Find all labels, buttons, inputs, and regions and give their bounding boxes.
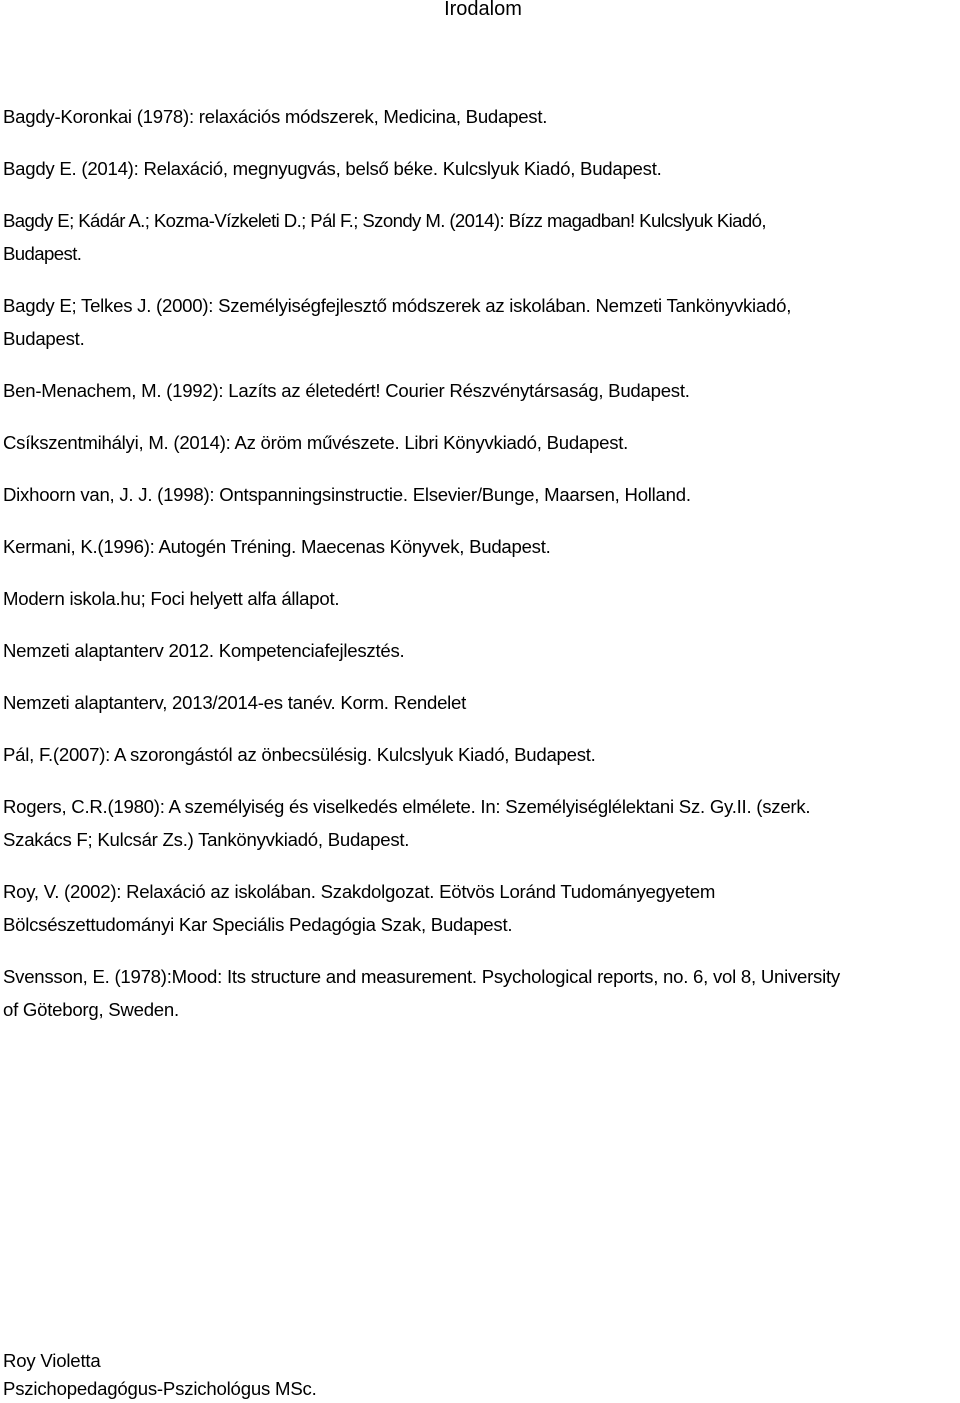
page-title: Irodalom [444,0,522,20]
reference-item [3,875,958,941]
reference-line: Budapest. [3,328,85,349]
reference-item [3,790,958,856]
reference-line: Modern iskola.hu; Foci helyett alfa állapot. [3,588,340,609]
author-name: Roy Violetta [3,1350,101,1371]
reference-line: Svensson, E. (1978):Mood: Its structure and measurement. Psychological reports, no. 6, vol 8, University [3,966,840,987]
reference-line: Nemzeti alaptanterv 2012. Kompetenciafejlesztés. [3,640,405,661]
reference-line: Ben-Menachem, M. (1992): Lazíts az életedért! Courier Részvénytársaság, Budapest. [3,380,690,401]
reference-item [3,100,958,133]
reference-item [3,204,958,270]
reference-line: Bagdy E; Telkes J. (2000): Személyiségfejlesztő módszerek az iskolában. Nemzeti Tankönyvkiadó, [3,295,792,316]
reference-item [3,686,958,719]
reference-line: Bölcsészettudományi Kar Speciális Pedagógia Szak, Budapest. [3,914,513,935]
reference-line: of Göteborg, Sweden. [3,999,179,1020]
reference-item [3,960,958,1026]
reference-item [3,426,958,459]
reference-line: Budapest. [3,243,82,264]
reference-line: Pál, F.(2007): A szorongástól az önbecsülésig. Kulcslyuk Kiadó, Budapest. [3,744,596,765]
reference-item [3,738,958,771]
reference-line: Nemzeti alaptanterv, 2013/2014-es tanév. Korm. Rendelet [3,692,467,713]
reference-line: Szakács F; Kulcsár Zs.) Tankönyvkiadó, Budapest. [3,829,410,850]
reference-item [3,289,958,355]
reference-line: Rogers, C.R.(1980): A személyiség és viselkedés elmélete. In: Személyiséglélektani Sz. Gy.II. (szerk. [3,796,811,817]
reference-line: Bagdy-Koronkai (1978): relaxációs módszerek, Medicina, Budapest. [3,106,548,127]
author-credential: Pszichopedagógus-Pszichológus MSc. [3,1378,317,1399]
reference-line: Bagdy E. (2014): Relaxáció, megnyugvás, belső béke. Kulcslyuk Kiadó, Budapest. [3,158,662,179]
reference-item [3,530,958,563]
reference-line: Dixhoorn van, J. J. (1998): Ontspanningsinstructie. Elsevier/Bunge, Maarsen, Holland. [3,484,691,505]
reference-line: Kermani, K.(1996): Autogén Tréning. Maecenas Könyvek, Budapest. [3,536,551,557]
reference-item [3,152,958,185]
author-signature [3,1347,317,1403]
reference-line: Csíkszentmihályi, M. (2014): Az öröm művészete. Libri Könyvkiadó, Budapest. [3,432,629,453]
reference-item [3,582,958,615]
reference-line: Bagdy E; Kádár A.; Kozma-Vízkeleti D.; Pál F.; Szondy M. (2014): Bízz magadban! Kulcslyuk Kiadó, [3,210,766,231]
reference-item [3,374,958,407]
reference-list [3,100,958,1045]
reference-line: Roy, V. (2002): Relaxáció az iskolában. Szakdolgozat. Eötvös Loránd Tudományegyetem [3,881,716,902]
reference-item [3,634,958,667]
reference-item [3,478,958,511]
